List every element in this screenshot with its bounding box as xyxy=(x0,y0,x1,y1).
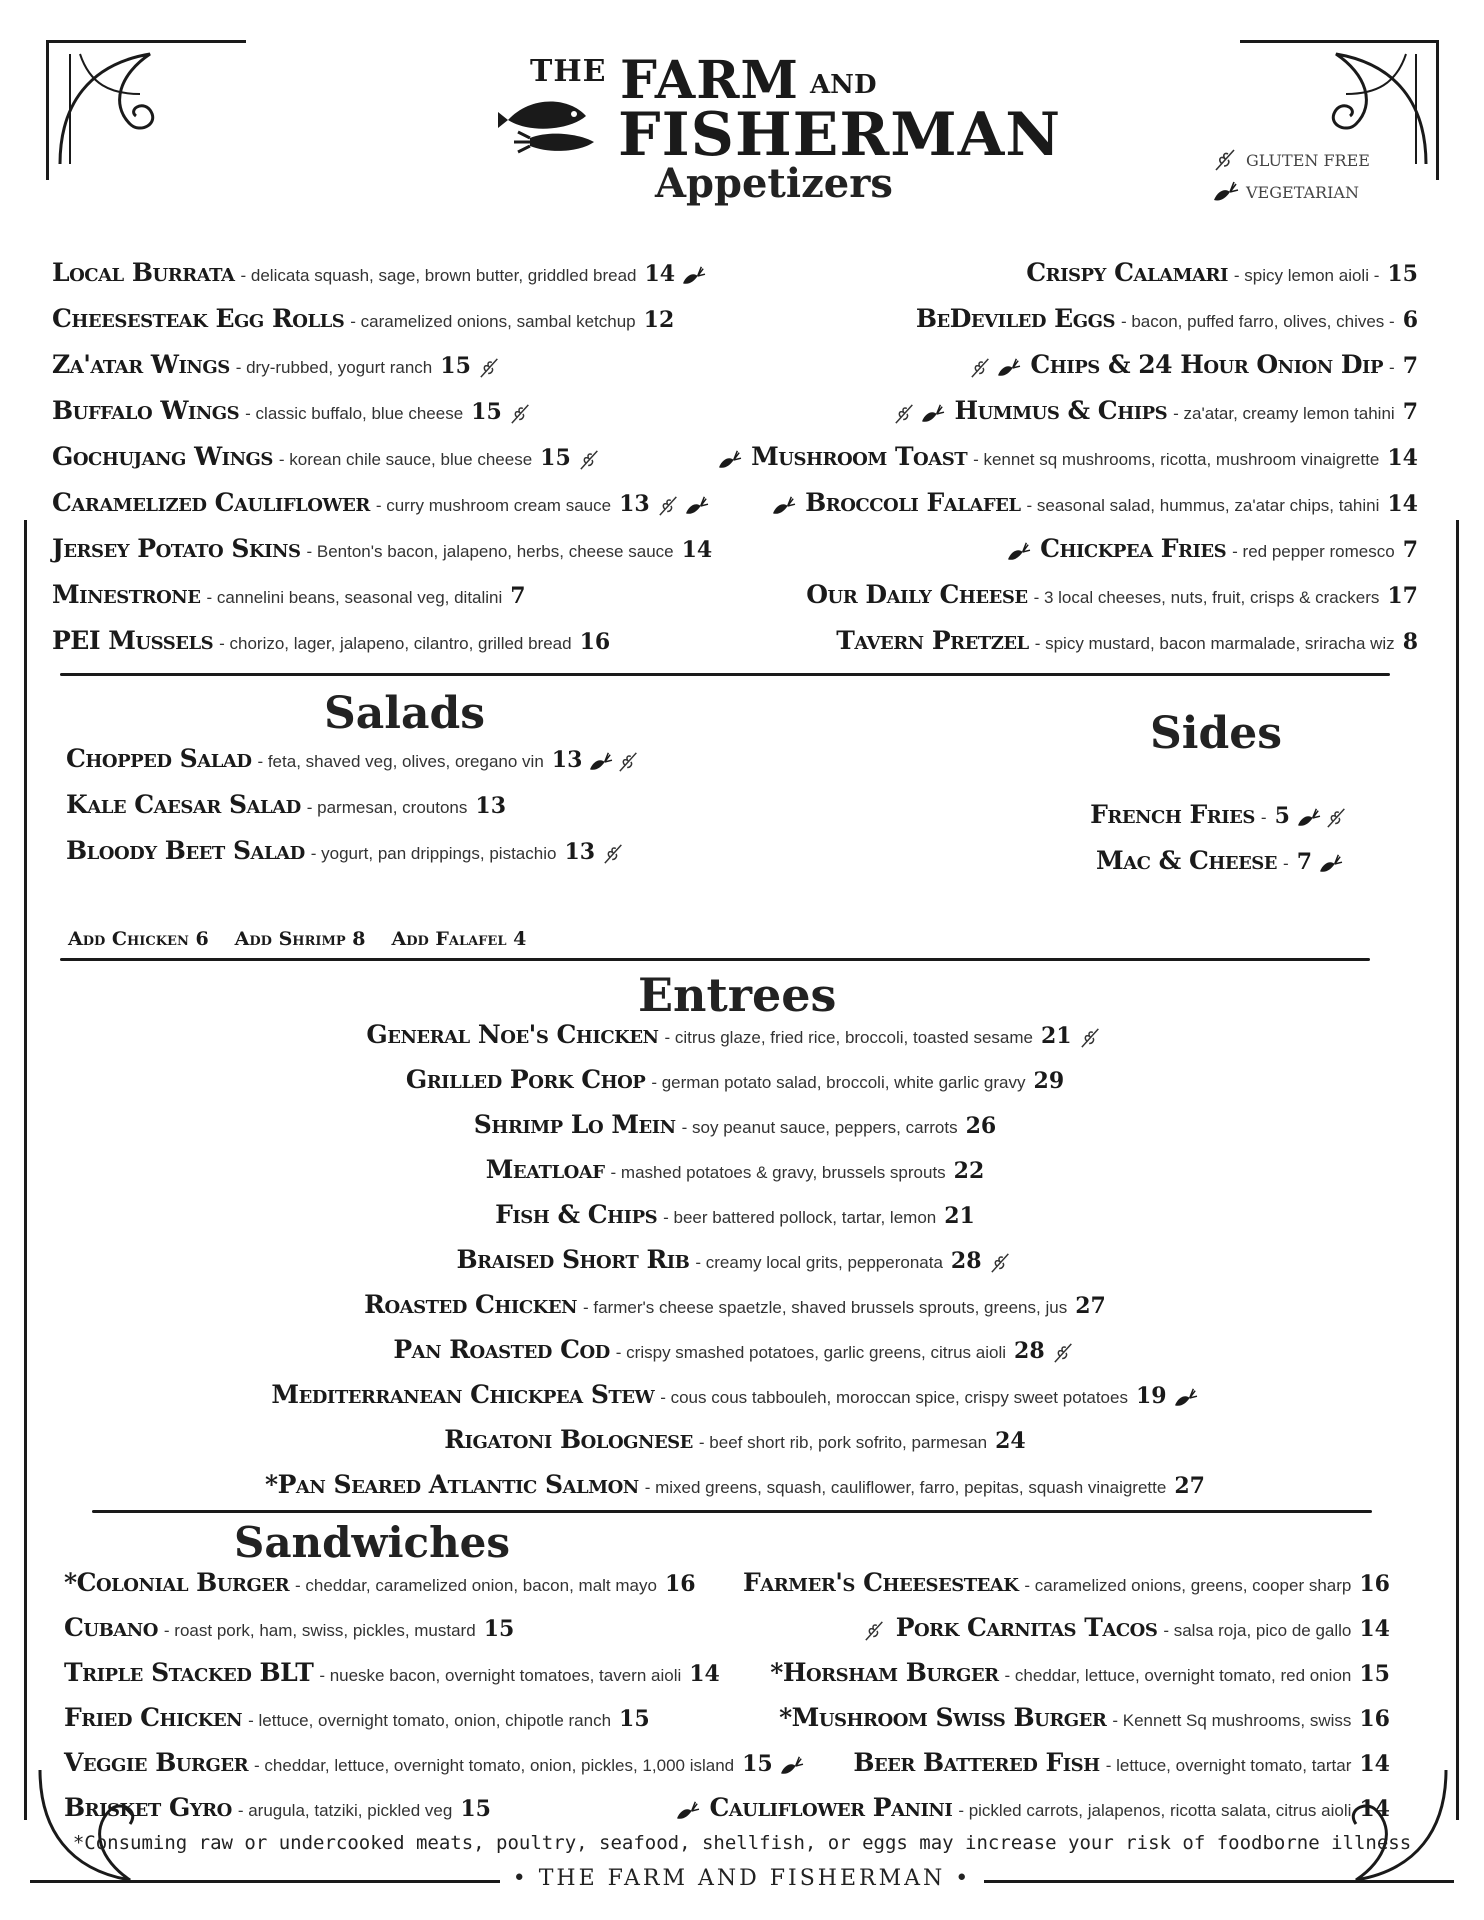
item-description: - red pepper romesco xyxy=(1232,542,1395,561)
item-description: - za'atar, creamy lemon tahini xyxy=(1173,404,1395,423)
item-description: - Benton's bacon, jalapeno, herbs, cheese sauce xyxy=(306,542,674,561)
item-description: - cous cous tabbouleh, moroccan spice, crispy sweet potatoes xyxy=(660,1388,1128,1407)
item-name: Fried Chicken xyxy=(64,1703,243,1732)
item-name: Mac & Cheese xyxy=(1096,846,1278,875)
item-price: 14 xyxy=(681,537,713,563)
item-description: - lettuce, overnight tomato, onion, chipotle ranch xyxy=(248,1711,612,1730)
vegetarian-icon xyxy=(1212,180,1240,204)
item-description: - crispy smashed potatoes, garlic greens, citrus aioli xyxy=(615,1343,1007,1362)
item-description: - spicy lemon aioli - xyxy=(1233,266,1380,285)
appetizer-item xyxy=(700,350,1418,386)
dietary-icons xyxy=(1078,1027,1104,1049)
item-price: 16 xyxy=(1359,1571,1390,1597)
sandwich-item xyxy=(650,1748,1390,1784)
item-name: *Mushroom Swiss Burger xyxy=(779,1703,1107,1732)
item-price: 24 xyxy=(995,1428,1026,1454)
legend-vegetarian-label: VEGETARIAN xyxy=(1246,182,1359,202)
item-price: 14 xyxy=(1359,1751,1390,1777)
item-description: - beef short rib, pork sofrito, parmesan xyxy=(698,1433,988,1452)
footer-dot-right: • xyxy=(945,1866,972,1891)
appetizer-item xyxy=(700,534,1418,570)
frame-left xyxy=(24,520,27,1820)
item-price: 13 xyxy=(475,793,507,819)
frame-left-top xyxy=(46,40,49,180)
item-description: - curry mushroom cream sauce xyxy=(375,496,612,515)
item-price: 15 xyxy=(619,1706,650,1732)
sandwich-item xyxy=(650,1703,1390,1739)
item-price: 14 xyxy=(1387,445,1418,471)
item-price: 17 xyxy=(1387,583,1418,609)
item-description: - classic buffalo, blue cheese xyxy=(245,404,464,423)
item-name: Chickpea Fries xyxy=(1040,534,1227,563)
item-price: 14 xyxy=(1359,1796,1390,1822)
item-price: 28 xyxy=(1014,1338,1045,1364)
item-price: 29 xyxy=(1033,1068,1065,1094)
item-name: Gochujang Wings xyxy=(52,442,273,471)
item-description: - cheddar, lettuce, overnight tomato, red onion xyxy=(1004,1666,1352,1685)
item-price: 15 xyxy=(460,1796,491,1822)
appetizer-item xyxy=(52,396,752,432)
logo-and: AND xyxy=(810,70,877,100)
appetizer-item xyxy=(52,534,752,570)
fish-carrot-icon xyxy=(490,90,602,160)
item-description: - nueske bacon, overnight tomatoes, tavern aioli xyxy=(319,1666,682,1685)
item-name: Fish & Chips xyxy=(495,1200,658,1229)
item-name: French Fries xyxy=(1090,800,1255,829)
item-name: Grilled Pork Chop xyxy=(405,1065,646,1094)
vegetarian-icon xyxy=(717,449,743,471)
gluten-free-icon xyxy=(988,1252,1014,1274)
item-price: 13 xyxy=(551,747,583,773)
appetizer-item xyxy=(700,396,1418,432)
item-name: Shrimp Lo Mein xyxy=(473,1110,676,1139)
item-description: - cannelini beans, seasonal veg, ditalini xyxy=(206,588,503,607)
item-name: Cubano xyxy=(64,1613,158,1642)
gluten-free-icon xyxy=(601,843,627,865)
addon-chicken: Add Chicken 6 xyxy=(68,928,209,950)
dietary-icons xyxy=(1318,853,1344,875)
dietary-icons xyxy=(1173,1387,1199,1409)
frame-right xyxy=(1456,520,1459,1820)
footer-dot-left: • xyxy=(512,1866,539,1891)
frame-right-top xyxy=(1436,40,1439,180)
appetizer-item xyxy=(700,442,1418,478)
item-name: Farmer's Cheesesteak xyxy=(743,1568,1019,1597)
sandwich-item xyxy=(650,1568,1390,1604)
dietary-icons xyxy=(577,449,603,471)
item-price: 15 xyxy=(483,1616,515,1642)
appetizer-item xyxy=(700,580,1418,616)
gluten-free-icon xyxy=(862,1620,888,1642)
item-price: 15 xyxy=(742,1751,773,1777)
item-description: - yogurt, pan drippings, pistachio xyxy=(310,844,557,863)
item-name: Brisket Gyro xyxy=(64,1793,232,1822)
entree-item xyxy=(90,1380,1380,1416)
item-description: - german potato salad, broccoli, white garlic gravy xyxy=(651,1073,1026,1092)
addon-falafel: Add Falafel 4 xyxy=(391,928,527,950)
item-description: - lettuce, overnight tomato, tartar xyxy=(1105,1756,1352,1775)
item-description: - mashed potatoes & gravy, brussels sprouts xyxy=(610,1163,946,1182)
item-description: - xyxy=(1283,854,1289,873)
item-name: General Noe's Chicken xyxy=(366,1020,659,1049)
gluten-free-icon xyxy=(477,357,503,379)
appetizer-item xyxy=(52,488,752,524)
side-item xyxy=(1050,800,1390,836)
item-price: 15 xyxy=(1359,1661,1390,1687)
entree-item xyxy=(90,1065,1380,1101)
item-name: Roasted Chicken xyxy=(364,1290,577,1319)
item-price: 28 xyxy=(950,1248,982,1274)
item-description: - xyxy=(1260,808,1267,827)
legend-gluten-free xyxy=(1212,144,1370,176)
item-price: 14 xyxy=(689,1661,720,1687)
logo-the: THE xyxy=(530,54,607,89)
item-name: Broccoli Falafel xyxy=(805,488,1021,517)
item-price: 7 xyxy=(1402,399,1418,425)
dietary-icons xyxy=(717,449,743,471)
item-price: 15 xyxy=(440,353,471,379)
gluten-free-icon xyxy=(1051,1342,1077,1364)
item-name: Caramelized Cauliflower xyxy=(52,488,370,517)
item-description: - pickled carrots, jalapenos, ricotta salata, citrus aioli xyxy=(958,1801,1352,1820)
gluten-free-icon xyxy=(616,751,642,773)
item-name: *Colonial Burger xyxy=(64,1568,290,1597)
vegetarian-icon xyxy=(675,1800,701,1822)
vegetarian-icon xyxy=(771,495,797,517)
flourish-top-left xyxy=(50,44,190,174)
dietary-icons xyxy=(862,1620,888,1642)
gluten-free-icon xyxy=(1212,148,1240,172)
gluten-free-icon xyxy=(656,495,682,517)
item-name: Kale Caesar Salad xyxy=(66,790,301,819)
item-name: PEI Mussels xyxy=(52,626,214,655)
logo-fisherman: FISHERMAN xyxy=(618,100,1062,170)
sandwich-item xyxy=(650,1658,1390,1694)
gluten-free-icon xyxy=(968,357,994,379)
item-name: Rigatoni Bolognese xyxy=(444,1425,693,1454)
item-name: Chopped Salad xyxy=(66,744,252,773)
dietary-icons xyxy=(968,357,1022,379)
dietary-icons xyxy=(508,403,534,425)
salad-addons xyxy=(68,928,526,950)
item-price: 14 xyxy=(1359,1616,1390,1642)
item-name: Buffalo Wings xyxy=(52,396,240,425)
item-price: 15 xyxy=(1387,261,1418,287)
item-name: Mediterranean Chickpea Stew xyxy=(271,1380,655,1409)
item-price: 22 xyxy=(953,1158,985,1184)
item-description: - mixed greens, squash, cauliflower, farro, pepitas, squash vinaigrette xyxy=(644,1478,1167,1497)
vegetarian-icon xyxy=(588,751,614,773)
salads-title: Salads xyxy=(324,688,486,739)
item-price: 21 xyxy=(944,1203,975,1229)
item-name: Cauliflower Panini xyxy=(709,1793,953,1822)
item-price: 16 xyxy=(1359,1706,1390,1732)
legend-gluten-free-label: GLUTEN FREE xyxy=(1246,150,1370,170)
frame-top-right xyxy=(1240,40,1438,43)
item-description: - soy peanut sauce, peppers, carrots xyxy=(681,1118,958,1137)
item-description: - arugula, tatziki, pickled veg xyxy=(237,1801,453,1820)
item-price: 14 xyxy=(644,261,676,287)
item-description: - Kennett Sq mushrooms, swiss xyxy=(1112,1711,1352,1730)
entree-item xyxy=(90,1155,1380,1191)
item-name: Braised Short Rib xyxy=(456,1245,690,1274)
item-name: *Pan Seared Atlantic Salmon xyxy=(265,1470,639,1499)
item-description: - parmesan, croutons xyxy=(306,798,468,817)
item-description: - chorizo, lager, jalapeno, cilantro, grilled bread xyxy=(219,634,572,653)
dietary-icons xyxy=(1051,1342,1077,1364)
appetizer-item xyxy=(52,350,752,386)
logo-farm: FARM xyxy=(620,50,799,111)
item-description: - dry-rubbed, yogurt ranch xyxy=(235,358,433,377)
item-name: BeDeviled Eggs xyxy=(915,304,1115,333)
item-name: Za'atar Wings xyxy=(52,350,230,379)
dietary-icons xyxy=(477,357,503,379)
item-price: 6 xyxy=(1402,307,1418,333)
brand-logo xyxy=(490,48,1062,170)
appetizer-item xyxy=(700,258,1418,294)
item-price: 19 xyxy=(1135,1383,1167,1409)
item-price: 5 xyxy=(1274,803,1290,829)
salad-item xyxy=(66,836,766,872)
entree-item xyxy=(90,1200,1380,1236)
appetizer-item xyxy=(52,258,752,294)
item-description: - roast pork, ham, swiss, pickles, mustard xyxy=(163,1621,476,1640)
item-description: - seasonal salad, hummus, za'atar chips, tahini xyxy=(1026,496,1380,515)
item-name: Local Burrata xyxy=(52,258,235,287)
appetizer-item xyxy=(700,488,1418,524)
footer-text: THE FARM AND FISHERMAN xyxy=(538,1866,946,1891)
dietary-icons xyxy=(771,495,797,517)
entree-item xyxy=(90,1110,1380,1146)
item-description: - beer battered pollock, tartar, lemon xyxy=(663,1208,937,1227)
entree-item xyxy=(90,1020,1380,1056)
sides-title: Sides xyxy=(1150,708,1283,759)
item-name: Our Daily Cheese xyxy=(806,580,1028,609)
vegetarian-icon xyxy=(1296,807,1322,829)
item-name: Jersey Potato Skins xyxy=(52,534,301,563)
item-description: - citrus glaze, fried rice, broccoli, toasted sesame xyxy=(664,1028,1033,1047)
dietary-icons xyxy=(1006,541,1032,563)
item-description: - korean chile sauce, blue cheese xyxy=(278,450,533,469)
item-name: Bloody Beet Salad xyxy=(66,836,305,865)
item-price: 13 xyxy=(564,839,596,865)
entree-item xyxy=(90,1470,1380,1506)
appetizers-title: Appetizers xyxy=(655,160,893,207)
salad-item xyxy=(66,790,766,826)
gluten-free-icon xyxy=(508,403,534,425)
item-price: 16 xyxy=(579,629,611,655)
dietary-icons xyxy=(988,1252,1014,1274)
gluten-free-icon xyxy=(1324,807,1350,829)
item-name: Hummus & Chips xyxy=(954,396,1168,425)
sandwich-item xyxy=(650,1613,1390,1649)
entree-item xyxy=(90,1245,1380,1281)
item-description: - bacon, puffed farro, olives, chives - xyxy=(1120,312,1395,331)
gluten-free-icon xyxy=(1078,1027,1104,1049)
item-price: 15 xyxy=(540,445,571,471)
dietary-icons xyxy=(1296,807,1350,829)
vegetarian-icon xyxy=(1173,1387,1199,1409)
sandwiches-title: Sandwiches xyxy=(234,1518,511,1567)
item-name: Tavern Pretzel xyxy=(836,626,1029,655)
item-price: 26 xyxy=(965,1113,997,1139)
dietary-icons xyxy=(892,403,946,425)
divider-salads xyxy=(60,958,1370,961)
item-price: 16 xyxy=(664,1571,696,1597)
divider-entrees xyxy=(92,1510,1372,1513)
item-description: - spicy mustard, bacon marmalade, sriracha wiz xyxy=(1034,634,1395,653)
item-description: - delicata squash, sage, brown butter, griddled bread xyxy=(240,266,637,285)
dietary-icons xyxy=(601,843,627,865)
food-safety-disclaimer: *Consuming raw or undercooked meats, poultry, seafood, shellfish, or eggs may increase your risk of foodborne illness xyxy=(72,1832,1412,1854)
item-name: Veggie Burger xyxy=(64,1748,249,1777)
item-description: - cheddar, caramelized onion, bacon, malt mayo xyxy=(295,1576,657,1595)
item-name: Crispy Calamari xyxy=(1026,258,1228,287)
item-price: 7 xyxy=(1296,849,1312,875)
item-description: - kennet sq mushrooms, ricotta, mushroom vinaigrette xyxy=(973,450,1380,469)
item-description: - 3 local cheeses, nuts, fruit, crisps & crackers xyxy=(1033,588,1380,607)
dietary-legend xyxy=(1212,144,1370,208)
item-price: 8 xyxy=(1402,629,1418,655)
item-name: Meatloaf xyxy=(485,1155,605,1184)
appetizer-item xyxy=(52,580,752,616)
item-price: 21 xyxy=(1040,1023,1072,1049)
entree-item xyxy=(90,1290,1380,1326)
item-description: - creamy local grits, pepperonata xyxy=(695,1253,943,1272)
footer-brand xyxy=(0,1866,1484,1891)
item-price: 27 xyxy=(1075,1293,1106,1319)
item-name: Triple Stacked BLT xyxy=(64,1658,314,1687)
appetizer-item xyxy=(700,304,1418,340)
item-name: Chips & 24 Hour Onion Dip xyxy=(1030,350,1384,379)
gluten-free-icon xyxy=(577,449,603,471)
item-name: Minestrone xyxy=(52,580,201,609)
entree-item xyxy=(90,1425,1380,1461)
item-description: - salsa roja, pico de gallo xyxy=(1163,1621,1352,1640)
appetizer-item xyxy=(52,304,752,340)
item-description: - xyxy=(1389,358,1395,377)
item-price: 13 xyxy=(619,491,650,517)
item-price: 15 xyxy=(471,399,502,425)
item-name: Pork Carnitas Tacos xyxy=(895,1613,1158,1642)
appetizer-item xyxy=(52,626,752,662)
vegetarian-icon xyxy=(1006,541,1032,563)
item-price: 12 xyxy=(643,307,675,333)
legend-vegetarian xyxy=(1212,176,1370,208)
sandwich-item xyxy=(650,1793,1390,1829)
salad-item xyxy=(66,744,766,780)
entrees-title: Entrees xyxy=(638,968,837,1022)
item-description: - feta, shaved veg, olives, oregano vin xyxy=(257,752,544,771)
item-price: 14 xyxy=(1387,491,1418,517)
dietary-icons xyxy=(588,751,642,773)
item-description: - cheddar, lettuce, overnight tomato, onion, pickles, 1,000 island xyxy=(254,1756,735,1775)
dietary-icons xyxy=(675,1800,701,1822)
item-price: 7 xyxy=(1402,537,1418,563)
item-description: - farmer's cheese spaetzle, shaved brussels sprouts, greens, jus xyxy=(583,1298,1068,1317)
item-price: 27 xyxy=(1174,1473,1205,1499)
appetizer-item xyxy=(700,626,1418,662)
divider-appetizers xyxy=(60,673,1390,676)
appetizer-item xyxy=(52,442,752,478)
item-name: Beer Battered Fish xyxy=(853,1748,1100,1777)
side-item xyxy=(1050,846,1390,882)
item-name: Cheesesteak Egg Rolls xyxy=(52,304,345,333)
item-description: - caramelized onions, sambal ketchup xyxy=(350,312,636,331)
item-name: *Horsham Burger xyxy=(770,1658,999,1687)
vegetarian-icon xyxy=(996,357,1022,379)
addon-shrimp: Add Shrimp 8 xyxy=(234,928,366,950)
frame-top-left xyxy=(46,40,246,43)
item-name: Mushroom Toast xyxy=(751,442,968,471)
entree-item xyxy=(90,1335,1380,1371)
item-name: Pan Roasted Cod xyxy=(393,1335,610,1364)
item-price: 7 xyxy=(510,583,526,609)
gluten-free-icon xyxy=(892,403,918,425)
item-price: 7 xyxy=(1402,353,1418,379)
item-description: - caramelized onions, greens, cooper sharp xyxy=(1024,1576,1352,1595)
vegetarian-icon xyxy=(1318,853,1344,875)
vegetarian-icon xyxy=(920,403,946,425)
